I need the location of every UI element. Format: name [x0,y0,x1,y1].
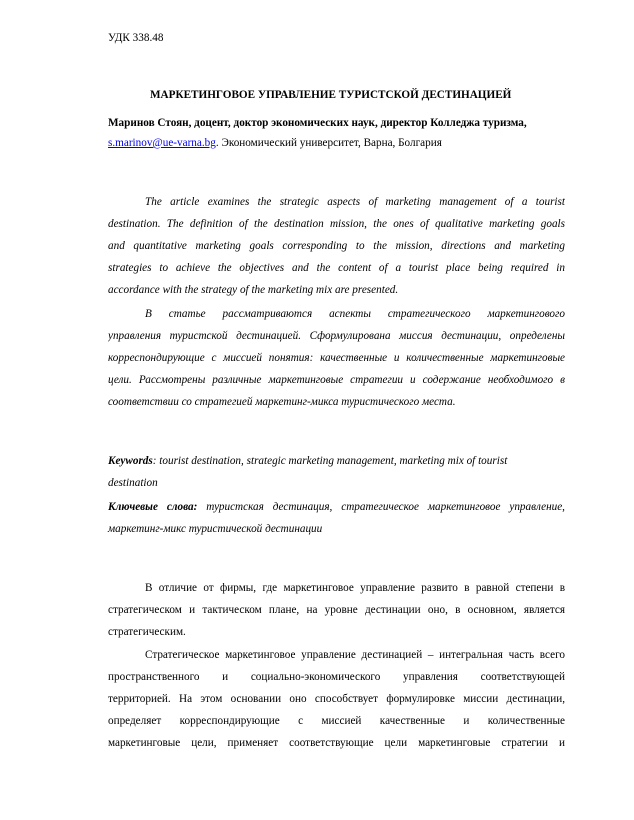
abstract-ru-line: соответствии со стратегией маркетинг-микса туристического места. [108,396,456,408]
body-p2-line: маркетинговые цели, применяет соответствующие цели маркетинговые стратегии и [108,737,565,749]
body-p1-line: стратегическим. [108,626,186,638]
body-p1-line: стратегическом и тактическом плане, на уровне дестинации оно, в основном, является [108,604,565,616]
author-affiliation-line [108,136,442,150]
abstract-en-line: destination. The definition of the destination mission, the ones of qualitative marketing goals [108,218,565,230]
abstract-en-line: and quantitative marketing goals corresponding to the mission, directions and marketing [108,240,565,252]
abstract-en-line: accordance with the strategy of the marketing mix are presented. [108,284,399,296]
abstract-ru-line: цели. Рассмотрены различные маркетинговые стратегии и содержание необходимого в [108,374,565,386]
author-affiliation: . Экономический университет, Варна, Болгария [215,137,442,149]
keywords-ru-text: туристская дестинация, стратегическое маркетинговое управление, [197,501,565,513]
author-line: Маринов Стоян, доцент, доктор экономических наук, директор Колледжа туризма, [108,117,527,129]
body-p1-line: В отличие от фирмы, где маркетинговое управление развито в равной степени в [145,582,565,594]
body-p2-line: определяет корреспондирующие с миссией качественные и количественные [108,715,565,727]
abstract-en-line: strategies to achieve the objectives and the content of a tourist place being required in [108,262,565,274]
body-p2-line: пространственного и социально-экономического управления соответствующей [108,671,565,683]
keywords-ru-label: Ключевые слова: [108,501,198,513]
abstract-en-line: The article examines the strategic aspects of marketing management of a tourist [145,196,565,208]
body-p2-line: Стратегическое маркетинговое управление дестинацией – интегральная часть всего [145,649,565,661]
body-p2-line: территорией. На этом основании оно способствует формулировке миссии дестинации, [108,693,565,705]
author-email-link[interactable]: s.marinov@ue-varna.bg [108,137,216,149]
paper-title: МАРКЕТИНГОВОЕ УПРАВЛЕНИЕ ТУРИСТСКОЙ ДЕСТИНАЦИЕЙ [150,89,512,101]
keywords-en-continuation: destination [108,477,158,489]
abstract-ru-line: корреспондирующие с миссией понятия: качественные и количественные маркетинговые [108,352,565,364]
keywords-ru [108,500,565,514]
keywords-en-label: Keywords [108,455,153,467]
keywords-en-text: : tourist destination, strategic marketing management, marketing mix of tourist [152,455,508,467]
abstract-ru-line: управления туристской дестинацией. Сформулирована миссия дестинации, определены [108,330,565,342]
keywords-en [108,454,507,468]
udc-code: УДК 338.48 [108,32,164,44]
abstract-ru-line: В статье рассматриваются аспекты стратегического маркетингового [145,308,565,320]
keywords-ru-continuation: маркетинг-микс туристической дестинации [108,523,323,535]
